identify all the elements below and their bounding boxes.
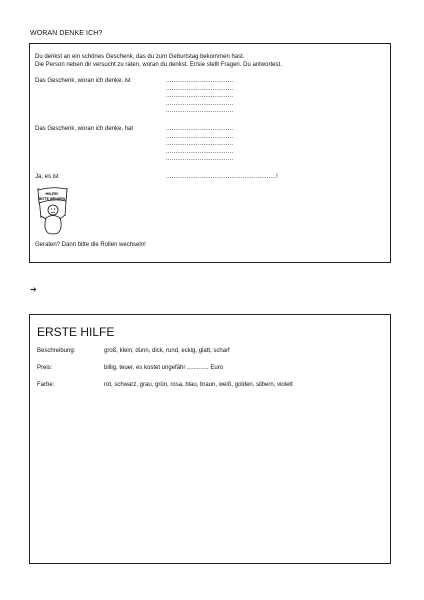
answer-label: Ja, es ist	[35, 174, 59, 180]
closing-instruction: Geraten? Dann bitte die Rollen wechseln!	[35, 242, 146, 248]
prompt-ist: Das Geschenk, woran ich denke, ist	[35, 78, 131, 84]
blank-line[interactable]: ....................................	[166, 126, 234, 132]
svg-text:BITTE WENDEN: BITTE WENDEN	[39, 197, 65, 201]
blank-line[interactable]: ....................................	[166, 148, 234, 155]
help-sign-figure-icon	[35, 186, 71, 236]
row-value-farbe: rot, schwarz, grau, grün, rosa, blau, braun, weiß, golden, silbern, violett	[104, 382, 293, 388]
arrow-right-icon: ➔	[30, 285, 37, 294]
blank-lines-hat[interactable]	[166, 126, 233, 164]
help-box	[29, 314, 391, 564]
instructions-line-1: Du denkst an ein schönes Geschenk, das du zum Geburtstag bekommen hast.	[35, 54, 245, 60]
blank-line[interactable]: ....................................	[166, 100, 234, 107]
answer-blank[interactable]: ...........................................................!	[166, 174, 279, 180]
row-label-beschreibung: Beschreibung:	[37, 348, 76, 354]
blank-line[interactable]: ....................................	[166, 133, 234, 140]
blank-line[interactable]: ....................................	[166, 108, 234, 114]
blank-lines-ist[interactable]	[166, 78, 233, 116]
blank-line[interactable]: ....................................	[166, 78, 234, 84]
row-label-preis: Preis:	[37, 365, 53, 371]
blank-line[interactable]: ....................................	[166, 156, 234, 162]
blank-line[interactable]: ....................................	[166, 141, 234, 147]
guessing-game-box	[29, 43, 391, 263]
blank-line[interactable]: ....................................	[166, 93, 234, 99]
row-value-beschreibung: groß, klein, dünn, dick, rund, eckig, glatt, scharf	[104, 348, 230, 354]
instructions	[35, 53, 282, 69]
row-label-farbe: Farbe:	[37, 382, 55, 388]
svg-text:HILFE!: HILFE!	[45, 191, 59, 196]
instructions-line-2: Die Person neben dir versucht zu raten, woran du denkst. Er/sie stellt Fragen. Du antwortest.	[35, 62, 282, 68]
prompt-hat: Das Geschenk, woran ich denke, hat	[35, 126, 134, 132]
page-title: WORAN DENKE ICH?	[30, 30, 103, 37]
blank-line[interactable]: ....................................	[166, 85, 234, 92]
row-value-preis: billig, teuer, es kostet ungefähr ............. Euro	[104, 365, 224, 371]
help-heading: ERSTE HILFE	[37, 325, 115, 339]
